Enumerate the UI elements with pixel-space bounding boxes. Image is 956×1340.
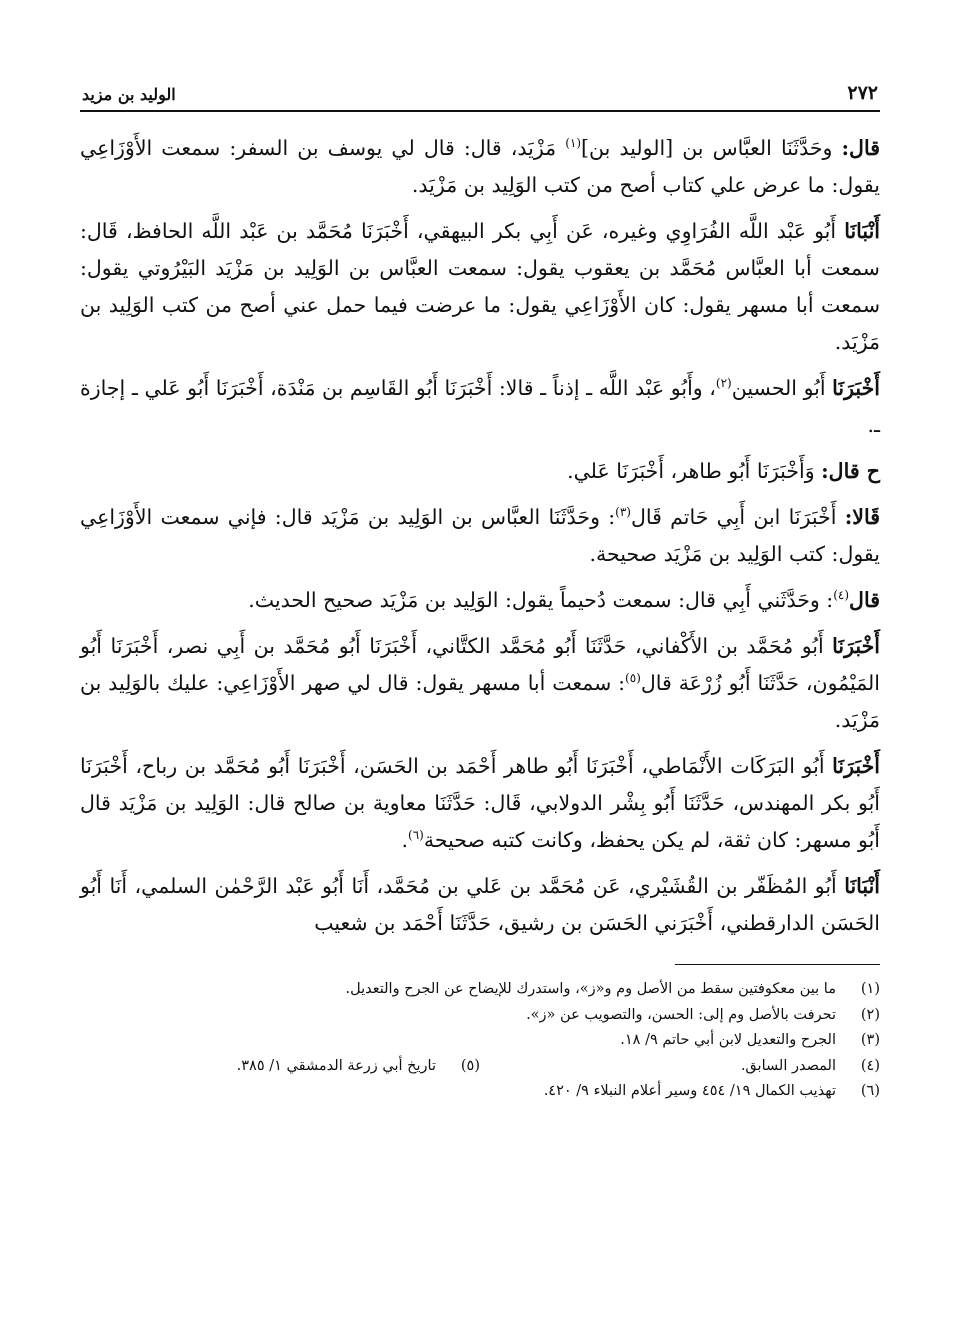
paragraph-2 (80, 213, 880, 361)
footnote-row (80, 1054, 880, 1080)
footnote-text: ما بين معكوفتين سقط من الأصل وم و«ز»، واستدرك للإيضاح عن الجرح والتعديل. (345, 981, 836, 997)
paragraph-text: أَخْبَرَنَا ابن أَبِي حَاتم قَال (630, 505, 845, 529)
footnote-5 (80, 1054, 480, 1080)
running-title: الوليد بن مزيد (82, 85, 176, 104)
paragraph-keyword: قال (849, 588, 880, 612)
paragraph-keyword: أَخْبَرَنَا (832, 376, 880, 400)
footnote-ref: (٦) (408, 828, 424, 843)
paragraph-keyword: قَالا: (844, 505, 880, 529)
paragraph-text: : وحَدَّثَنَا العبَّاس بن الوَلِيد بن مَزْيَد قال: فإني سمعت الأَوْزَاعِي يقول: كتب الوَلِيد بن مَزْيَد صحيحة. (80, 505, 880, 566)
paragraph-keyword: قال: (841, 136, 880, 160)
paragraph-4 (80, 453, 880, 490)
paragraph-keyword: أَخْبَرَنَا (832, 754, 880, 778)
book-page (80, 60, 880, 1105)
footnote-number: (٦) (860, 1083, 880, 1099)
footnote-text: الجرح والتعديل لابن أبي حاتم ٩/ ١٨. (620, 1032, 836, 1048)
footnote-2 (80, 1003, 880, 1029)
paragraph-text: . (401, 828, 409, 852)
paragraph-keyword: أَنْبَانَا (844, 219, 880, 243)
footnote-number: (٤) (860, 1057, 880, 1074)
footnote-1 (80, 977, 880, 1003)
footnote-number: (٥) (460, 1057, 480, 1074)
footnote-ref: (٢) (715, 376, 732, 391)
footnote-text: تحرفت بالأصل وم إلى: الحسن، والتصويب عن «ز». (526, 1006, 836, 1023)
paragraph-text: أَبُو الحسين (731, 376, 833, 400)
paragraph-text: وحَدَّثَنَا العبَّاس بن [الوليد بن] (581, 136, 842, 160)
footnote-3 (80, 1028, 880, 1054)
footnote-ref: (٥) (625, 671, 641, 686)
footnotes (80, 977, 880, 1105)
footnote-number: (٣) (860, 1032, 880, 1048)
paragraph-text: : وحَدَّثَني أَبِي قال: سمعت دُحيماً يقول: الوَلِيد بن مَزْيَد صحيح الحديث. (248, 588, 834, 612)
paragraph-text: ، وأَبُو عَبْد اللَّه ـ إذناً ـ قالا: أَخْبَرَنَا أَبُو القَاسِم بن مَنْدَة، أَخْبَرَنَا أَبُو عَلي ـ إجازة ـ. (80, 376, 880, 437)
footnote-separator (675, 964, 880, 965)
page-header (80, 60, 880, 112)
footnote-number: (١) (860, 981, 880, 997)
page-number: ٢٧٢ (847, 82, 878, 104)
paragraph-7 (80, 628, 880, 739)
paragraph-keyword: أَنْبَانَا (844, 874, 880, 898)
main-text (80, 130, 880, 942)
paragraph-keyword: أَخْبَرَنَا (832, 634, 880, 658)
footnote-text: المصدر السابق. (740, 1057, 836, 1074)
paragraph-6 (80, 582, 880, 619)
paragraph-1 (80, 130, 880, 204)
paragraph-text: أَبُو مُحَمَّد بن الأَكْفاني، حَدَّثَنَا أَبُو مُحَمَّد الكتَّاني، أَخْبَرَنَا أَبُو مُحَمَّد بن أَبِي نصر، أَخْبَرَنَا أَبُو المَيْمُون، حَدَّثَنَا أَبُو زُرْعَة قال (80, 634, 880, 695)
paragraph-keyword: ح قال: (821, 459, 880, 483)
paragraph-text: مَزْيَد، قال: قال لي يوسف بن السفر: سمعت الأَوْزَاعِي يقول: ما عرض علي كتاب أصح من كتب الوَلِيد بن مَزْيَد. (80, 136, 880, 197)
paragraph-text: : سمعت أبا مسهر يقول: قال لي صهر الأَوْزَاعِي: عليك بالوَلِيد بن مَزْيَد. (80, 671, 880, 732)
paragraph-8 (80, 748, 880, 859)
paragraph-3 (80, 370, 880, 444)
paragraph-text: أَبُو البَرَكَات الأَنْمَاطي، أَخْبَرَنَا أَبُو طاهر أَحْمَد بن الحَسَن، أَخْبَرَنَا أَبُو مُحَمَّد بن رباح، أَخْبَرَنَا أَبُو بكر المهندس، حَدَّثَنَا أَبُو بِشْر الدولابي، قَال: حَدَّثَنَا معاوية بن صالح قال: الوَلِيد بن مَزْيَد قال أَبُو مسهر: كان ثقة، لم يكن يحفظ، وكانت كتبه صحيحة (80, 754, 880, 852)
paragraph-5 (80, 499, 880, 573)
footnote-ref: (٣) (615, 505, 631, 520)
footnote-number: (٢) (860, 1006, 880, 1023)
footnote-4 (480, 1054, 880, 1080)
paragraph-9 (80, 868, 880, 942)
footnote-ref: (٤) (833, 588, 850, 603)
footnote-text: تاريخ أبي زرعة الدمشقي ١/ ٣٨٥. (236, 1057, 436, 1074)
paragraph-text: وَأَخْبَرَنَا أَبُو طاهر، أَخْبَرَنَا عَلي. (567, 459, 822, 483)
footnote-6 (80, 1079, 880, 1105)
paragraph-text: أَبُو المُظَفّر بن القُشَيْري، عَن مُحَمَّد بن عَلي بن مُحَمَّد، أَنَا أَبُو عَبْد الرَّحْمٰن السلمي، أَنَا أَبُو الحَسَن الدارقطني، أَخْبَرَني الحَسَن بن رشيق، حَدَّثَنَا أَحْمَد بن شعيب (80, 874, 880, 935)
paragraph-text: أَبُو عَبْد اللَّه الفُرَاوِي وغيره، عَن أَبِي بكر البيهقي، أَخْبَرَنَا مُحَمَّد بن عَبْد اللَّه الحافظ، قَال: سمعت أبا العبَّاس مُحَمَّد بن يعقوب يقول: سمعت العبَّاس بن الوَلِيد بن مَزْيَد البَيْرُوتي يقول: سمعت أبا مسهر يقول: كان الأَوْزَاعِي يقول: ما عرضت فيما حمل عني أصح من كتب الوَلِيد بن مَزْيَد. (80, 219, 880, 354)
footnote-text: تهذيب الكمال ١٩/ ٤٥٤ وسير أعلام النبلاء ٩/ ٤٢٠. (543, 1083, 836, 1099)
footnote-ref: (١) (565, 136, 582, 151)
